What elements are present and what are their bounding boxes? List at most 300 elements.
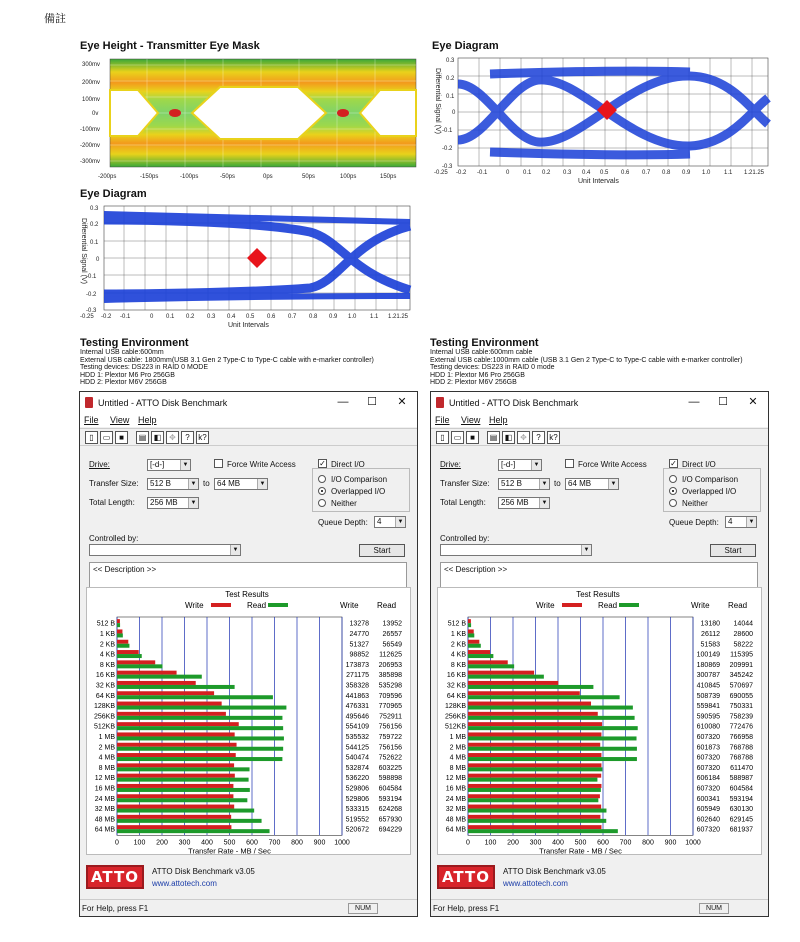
help-icon[interactable]: ? [532, 431, 545, 444]
category-label: 4 MB [98, 754, 115, 762]
force-write-checkbox[interactable] [565, 459, 574, 468]
transfer-size-label: Transfer Size: [89, 479, 139, 488]
write-value: 173873 [345, 661, 369, 669]
svg-text:-0.1: -0.1 [86, 274, 97, 280]
category-label: 64 KB [95, 692, 115, 700]
category-label: 64 MB [445, 826, 466, 834]
svg-text:-0.3: -0.3 [442, 164, 453, 170]
window-title: Untitled - ATTO Disk Benchmark [98, 398, 228, 408]
queue-depth-select[interactable]: 4 ▼ [374, 516, 406, 528]
to-label: to [554, 479, 561, 488]
print-icon[interactable]: ▤ [487, 431, 500, 444]
app-icon [436, 397, 444, 408]
svg-text:-0.1: -0.1 [120, 314, 131, 320]
read-value: 14044 [733, 620, 753, 628]
read-bar [468, 819, 606, 823]
env-right-line: Internal USB cable:600mm cable [430, 349, 533, 356]
neither-label: Neither [682, 499, 708, 508]
env-left-line: Internal USB cable:600mm [80, 349, 164, 356]
svg-text:1.21.25: 1.21.25 [388, 314, 409, 320]
read-value: 604584 [729, 785, 753, 793]
svg-text:1.0: 1.0 [702, 170, 711, 176]
read-value: 758239 [729, 713, 753, 721]
read-bar [468, 747, 637, 751]
read-bar [468, 757, 637, 761]
chevron-down-icon: ▼ [581, 545, 591, 555]
app-icon [85, 397, 93, 408]
env-left-line: HDD 1: Plextor M6 Pro 256GB [80, 371, 175, 379]
controlled-by-select[interactable] [440, 544, 592, 556]
note-label: 備註 [44, 12, 66, 25]
read-value: 598898 [378, 775, 402, 783]
write-bar [468, 722, 602, 726]
x-tick-label: 400 [201, 839, 213, 847]
svg-text:0.4: 0.4 [582, 170, 591, 176]
svg-text:0.3: 0.3 [446, 58, 455, 64]
chevron-down-icon: ▼ [531, 460, 541, 470]
category-label: 64 KB [446, 692, 466, 700]
write-bar [468, 660, 508, 664]
force-write-checkbox[interactable] [214, 459, 223, 468]
write-bar [117, 712, 226, 716]
x-tick-label: 300 [178, 839, 191, 847]
write-bar [117, 784, 233, 788]
close-button[interactable]: ✕ [748, 396, 758, 408]
footer [431, 855, 768, 899]
eye-mask-ytick: -300mv [80, 159, 101, 165]
write-value: 26112 [701, 630, 720, 638]
write-bar [117, 805, 234, 809]
category-label: 16 KB [95, 672, 115, 680]
chevron-down-icon: ▼ [257, 479, 267, 489]
menu-view[interactable]: View [110, 415, 130, 425]
category-label: 512KB [93, 723, 115, 731]
svg-text:1.0: 1.0 [348, 314, 357, 320]
svg-text:0.8: 0.8 [662, 170, 671, 176]
eye-mask-xtick: 0ps [263, 174, 273, 180]
read-value: 385898 [378, 672, 402, 680]
menu-file[interactable]: File [84, 415, 99, 425]
svg-text:-0.25: -0.25 [434, 170, 448, 176]
write-bar [117, 753, 236, 757]
write-bar [468, 732, 601, 736]
write-value: 441863 [345, 692, 369, 700]
drive-label: Drive: [440, 460, 461, 469]
read-bar [468, 644, 481, 648]
svg-text:0.1: 0.1 [523, 170, 532, 176]
eye-diagram-2-ylabel: Differential Signal (V) [80, 218, 87, 285]
legend-write-swatch [211, 603, 231, 607]
transfer-size-label: Transfer Size: [440, 479, 490, 488]
controlled-by-label: Controlled by: [440, 534, 490, 543]
website-link[interactable]: www.attotech.com [503, 879, 568, 888]
write-value: 271175 [346, 672, 369, 680]
read-value: 657930 [378, 816, 402, 824]
svg-text:0.2: 0.2 [542, 170, 551, 176]
read-bar [117, 706, 286, 710]
drive-label: Drive: [89, 460, 110, 469]
eye-mask-ytick: -100mv [80, 127, 101, 133]
eye-mask-ytick: 200mv [82, 80, 101, 86]
overlapped-io-label: Overlapped I/O [331, 487, 386, 496]
category-label: 32 KB [95, 682, 115, 690]
env-left [80, 337, 374, 387]
write-value: 13278 [349, 620, 369, 628]
svg-text:0.1: 0.1 [446, 94, 455, 100]
eye-diagram-2-chart [80, 202, 420, 332]
write-value: 535532 [345, 733, 369, 741]
read-bar [117, 809, 254, 813]
context-help-icon[interactable]: k? [547, 431, 560, 444]
x-tick-label: 700 [619, 839, 632, 847]
category-label: 16 MB [94, 785, 115, 793]
write-bar [117, 774, 235, 778]
drive-select[interactable]: [-d-] ▼ [498, 459, 542, 471]
write-bar [117, 815, 231, 819]
menu-bar [80, 414, 417, 427]
read-bar [468, 675, 544, 679]
direct-io-checkbox[interactable]: ✓ [319, 459, 326, 468]
x-tick-label: 1000 [685, 839, 701, 847]
force-write-label: Force Write Access [227, 460, 296, 469]
transfer-size-to-select[interactable]: 64 MB ▼ [214, 478, 268, 490]
queue-depth-label: Queue Depth: [318, 518, 368, 527]
direct-io-checkbox[interactable]: ✓ [670, 459, 677, 468]
to-label: to [203, 479, 210, 488]
env-right-line: External USB cable:1000mm cable (USB 3.1 Gen 2 Type-C to Type-C cable with e-marker controller) [430, 356, 743, 364]
new-file-icon[interactable]: ▯ [85, 431, 98, 444]
read-value: 13952 [382, 620, 402, 628]
write-value: 410845 [696, 682, 720, 690]
svg-text:1.1: 1.1 [724, 170, 733, 176]
read-bar [117, 633, 123, 637]
help-icon[interactable]: ? [181, 431, 194, 444]
print-icon[interactable]: ▤ [136, 431, 149, 444]
svg-text:-0.2: -0.2 [456, 170, 467, 176]
queue-depth-select[interactable]: 4 ▼ [725, 516, 757, 528]
category-label: 2 KB [99, 641, 115, 649]
category-label: 64 MB [94, 826, 115, 834]
category-label: 32 MB [94, 806, 115, 814]
read-bar [117, 747, 283, 751]
neither-radio[interactable] [318, 499, 326, 507]
read-value: 756156 [378, 744, 402, 752]
category-label: 8 MB [449, 764, 466, 772]
minimize-button[interactable]: — [688, 396, 700, 408]
test-results-panel [86, 587, 411, 855]
open-folder-icon[interactable]: ▭ [451, 431, 464, 444]
menu-file[interactable]: File [435, 415, 450, 425]
category-label: 12 MB [94, 775, 115, 783]
read-bar [468, 654, 493, 658]
write-bar [468, 671, 534, 675]
context-help-icon[interactable]: k? [196, 431, 209, 444]
svg-text:0.4: 0.4 [227, 314, 236, 320]
eye-mask-title: Eye Height - Transmitter Eye Mask [80, 40, 260, 52]
read-value: 770965 [378, 703, 402, 711]
write-value: 533315 [345, 806, 369, 814]
overlapped-io-radio[interactable] [318, 487, 326, 495]
read-bar [117, 757, 282, 761]
category-label: 1 KB [99, 630, 115, 638]
read-value: 752911 [379, 713, 402, 721]
category-label: 24 MB [94, 795, 115, 803]
x-tick-label: 800 [291, 839, 303, 847]
read-bar [117, 644, 129, 648]
atto-window-left [79, 391, 418, 917]
write-bar [117, 671, 177, 675]
new-file-icon[interactable]: ▯ [436, 431, 449, 444]
read-value: 681937 [729, 826, 753, 834]
read-bar [468, 788, 601, 792]
chevron-down-icon: ▼ [188, 479, 198, 489]
write-value: 540474 [345, 754, 369, 762]
read-value: 690055 [729, 692, 753, 700]
read-value: 206953 [378, 661, 402, 669]
menu-help[interactable]: Help [489, 415, 508, 425]
website-link[interactable]: www.attotech.com [152, 879, 217, 888]
write-value: 606184 [696, 775, 720, 783]
write-bar [468, 805, 601, 809]
io-comparison-radio[interactable] [669, 475, 677, 483]
x-tick-label: 800 [642, 839, 654, 847]
category-label: 4 KB [450, 651, 466, 659]
total-length-select[interactable]: 256 MB ▼ [498, 497, 550, 509]
read-value: 58222 [733, 641, 753, 649]
svg-text:0: 0 [96, 257, 100, 263]
category-label: 16 MB [445, 785, 466, 793]
write-value: 495646 [345, 713, 369, 721]
svg-text:0.7: 0.7 [642, 170, 651, 176]
read-value: 56549 [382, 641, 402, 649]
chevron-down-icon: ▼ [539, 498, 549, 508]
io-comparison-label: I/O Comparison [331, 475, 388, 484]
write-bar [468, 629, 474, 633]
write-bar [117, 640, 128, 644]
read-value: 768788 [729, 744, 753, 752]
save-icon[interactable]: ■ [115, 431, 128, 444]
neither-radio[interactable] [669, 499, 677, 507]
read-bar [117, 788, 250, 792]
read-value: 766958 [729, 733, 753, 741]
eye-mask-xtick: 100ps [340, 174, 357, 180]
write-bar [117, 722, 239, 726]
write-bar [117, 629, 122, 633]
eye-mask-xtick: 50ps [302, 174, 316, 180]
env-left-line: HDD 2: Plextor M6V 256GB [80, 379, 167, 386]
transfer-size-from-select[interactable]: 512 B ▼ [498, 478, 550, 490]
svg-text:-0.1: -0.1 [477, 170, 488, 176]
test-results-title: Test Results [225, 590, 269, 599]
write-value: 100149 [696, 651, 720, 659]
read-bar [117, 736, 284, 740]
results-chart [87, 588, 412, 856]
read-value: 604584 [378, 785, 402, 793]
category-label: 1 MB [98, 733, 115, 741]
category-label: 256KB [444, 713, 466, 721]
x-tick-label: 300 [529, 839, 542, 847]
window-title: Untitled - ATTO Disk Benchmark [449, 398, 579, 408]
menu-help[interactable]: Help [138, 415, 157, 425]
svg-text:0.6: 0.6 [267, 314, 276, 320]
chevron-down-icon: ▼ [180, 460, 190, 470]
chevron-down-icon: ▼ [539, 479, 549, 489]
write-bar [117, 660, 155, 664]
category-label: 512 B [96, 620, 115, 628]
chevron-down-icon: ▼ [746, 517, 756, 527]
write-value: 476331 [345, 703, 369, 711]
column-header-read: Read [377, 601, 397, 610]
overlapped-io-radio[interactable] [669, 487, 677, 495]
write-value: 300787 [696, 672, 720, 680]
x-axis-label: Transfer Rate - MB / Sec [188, 846, 271, 856]
eye-diagram-2-xlabel: Unit Intervals [228, 322, 269, 329]
svg-text:0.2: 0.2 [186, 314, 195, 320]
minimize-button[interactable]: — [337, 396, 349, 408]
column-header-write: Write [340, 601, 359, 610]
write-bar [468, 774, 601, 778]
write-value: 529806 [345, 795, 369, 803]
read-value: 630130 [729, 806, 753, 814]
x-tick-label: 0 [115, 839, 119, 847]
start-button[interactable]: Start [359, 544, 405, 557]
write-bar [468, 784, 601, 788]
read-bar [468, 706, 633, 710]
write-value: 358328 [345, 682, 369, 690]
svg-text:0.3: 0.3 [207, 314, 216, 320]
start-button[interactable]: Start [710, 544, 756, 557]
svg-text:-0.1: -0.1 [442, 128, 453, 134]
write-bar [468, 619, 471, 623]
legend-read-swatch [268, 603, 288, 607]
chevron-down-icon: ▼ [608, 479, 618, 489]
write-bar [468, 794, 600, 798]
write-value: 605949 [696, 806, 720, 814]
category-label: 12 MB [445, 775, 466, 783]
title-bar[interactable] [431, 392, 768, 414]
write-bar [468, 815, 600, 819]
drive-select[interactable]: [-d-] ▼ [147, 459, 191, 471]
svg-text:0: 0 [506, 170, 510, 176]
write-bar [468, 753, 601, 757]
write-value: 601873 [696, 744, 720, 752]
env-right-line: HDD 1: Plextor M6 Pro 256GB [430, 371, 525, 379]
maximize-button[interactable]: ☐ [718, 396, 728, 408]
transfer-size-from-select[interactable]: 512 B ▼ [147, 478, 199, 490]
env-right-title: Testing Environment [430, 337, 539, 349]
open-folder-icon[interactable]: ▭ [100, 431, 113, 444]
toolbar [431, 428, 768, 446]
read-value: 756156 [378, 723, 402, 731]
print-preview-icon[interactable]: ◧ [502, 431, 515, 444]
close-button[interactable]: ✕ [397, 396, 407, 408]
chevron-down-icon: ▼ [188, 498, 198, 508]
num-lock-indicator: NUM [348, 903, 378, 914]
save-icon[interactable]: ■ [466, 431, 479, 444]
write-value: 520672 [345, 826, 369, 834]
read-bar [468, 809, 606, 813]
category-label: 8 KB [450, 661, 466, 669]
status-help-text: For Help, press F1 [82, 904, 149, 913]
read-bar [117, 767, 250, 771]
write-value: 529806 [345, 785, 369, 793]
title-bar[interactable] [80, 392, 417, 414]
legend-write-label: Write [185, 601, 204, 610]
read-bar [117, 654, 142, 658]
write-bar [117, 702, 222, 706]
print-preview-icon[interactable]: ◧ [151, 431, 164, 444]
io-comparison-label: I/O Comparison [682, 475, 739, 484]
menu-view[interactable]: View [461, 415, 481, 425]
category-label: 32 MB [445, 806, 466, 814]
env-left-line: Testing devices: DS223 in RAID 0 MODE [80, 364, 208, 371]
maximize-button[interactable]: ☐ [367, 396, 377, 408]
svg-text:0.3: 0.3 [563, 170, 572, 176]
eye-diagram-1-ylabel: Differential Signal (V) [434, 68, 441, 135]
read-bar [468, 664, 514, 668]
category-label: 128KB [444, 703, 466, 711]
move-icon[interactable]: ✥ [166, 431, 179, 444]
read-value: 593194 [378, 795, 402, 803]
read-value: 593194 [729, 795, 753, 803]
svg-text:0.6: 0.6 [621, 170, 630, 176]
env-right [430, 337, 743, 387]
eye-mask-xtick: -50ps [220, 174, 236, 180]
read-value: 629145 [729, 816, 753, 824]
write-bar [117, 650, 139, 654]
x-tick-label: 100 [484, 839, 497, 847]
write-value: 607320 [696, 754, 720, 762]
read-bar [117, 778, 249, 782]
eye-mask-xtick: 150ps [380, 174, 397, 180]
total-length-select[interactable]: 256 MB ▼ [147, 497, 199, 509]
category-label: 2 KB [450, 641, 466, 649]
read-bar [468, 767, 602, 771]
x-tick-label: 500 [574, 839, 587, 847]
transfer-size-to-select[interactable]: 64 MB ▼ [565, 478, 619, 490]
svg-text:0.3: 0.3 [90, 206, 99, 212]
category-label: 24 MB [445, 795, 466, 803]
read-value: 709596 [378, 692, 402, 700]
write-bar [117, 619, 120, 623]
controlled-by-select[interactable] [89, 544, 241, 556]
read-bar [468, 798, 598, 802]
chevron-down-icon: ▼ [395, 517, 405, 527]
category-label: 8 KB [99, 661, 115, 669]
chevron-down-icon: ▼ [230, 545, 240, 555]
io-comparison-radio[interactable] [318, 475, 326, 483]
read-bar [468, 633, 474, 637]
legend-write-label: Write [536, 601, 555, 610]
env-right-line: HDD 2: Plextor M6V 256GB [430, 379, 517, 386]
svg-text:0.8: 0.8 [309, 314, 318, 320]
write-value: 98852 [349, 651, 369, 659]
category-label: 4 KB [99, 651, 115, 659]
read-value: 115395 [730, 651, 753, 659]
read-bar [117, 726, 283, 730]
direct-io-label: Direct I/O [682, 460, 716, 469]
write-bar [468, 702, 591, 706]
version-text: ATTO Disk Benchmark v3.05 [503, 867, 606, 876]
category-label: 8 MB [98, 764, 115, 772]
eye-mask-ytick: -200mv [80, 143, 101, 149]
write-bar [117, 681, 196, 685]
env-left-line: External USB cable: 1800mm(USB 3.1 Gen 2 Type-C to Type-C cable with e-marker controller) [80, 356, 374, 364]
move-icon[interactable]: ✥ [517, 431, 530, 444]
neither-label: Neither [331, 499, 357, 508]
read-bar [468, 736, 637, 740]
write-value: 51583 [700, 641, 720, 649]
